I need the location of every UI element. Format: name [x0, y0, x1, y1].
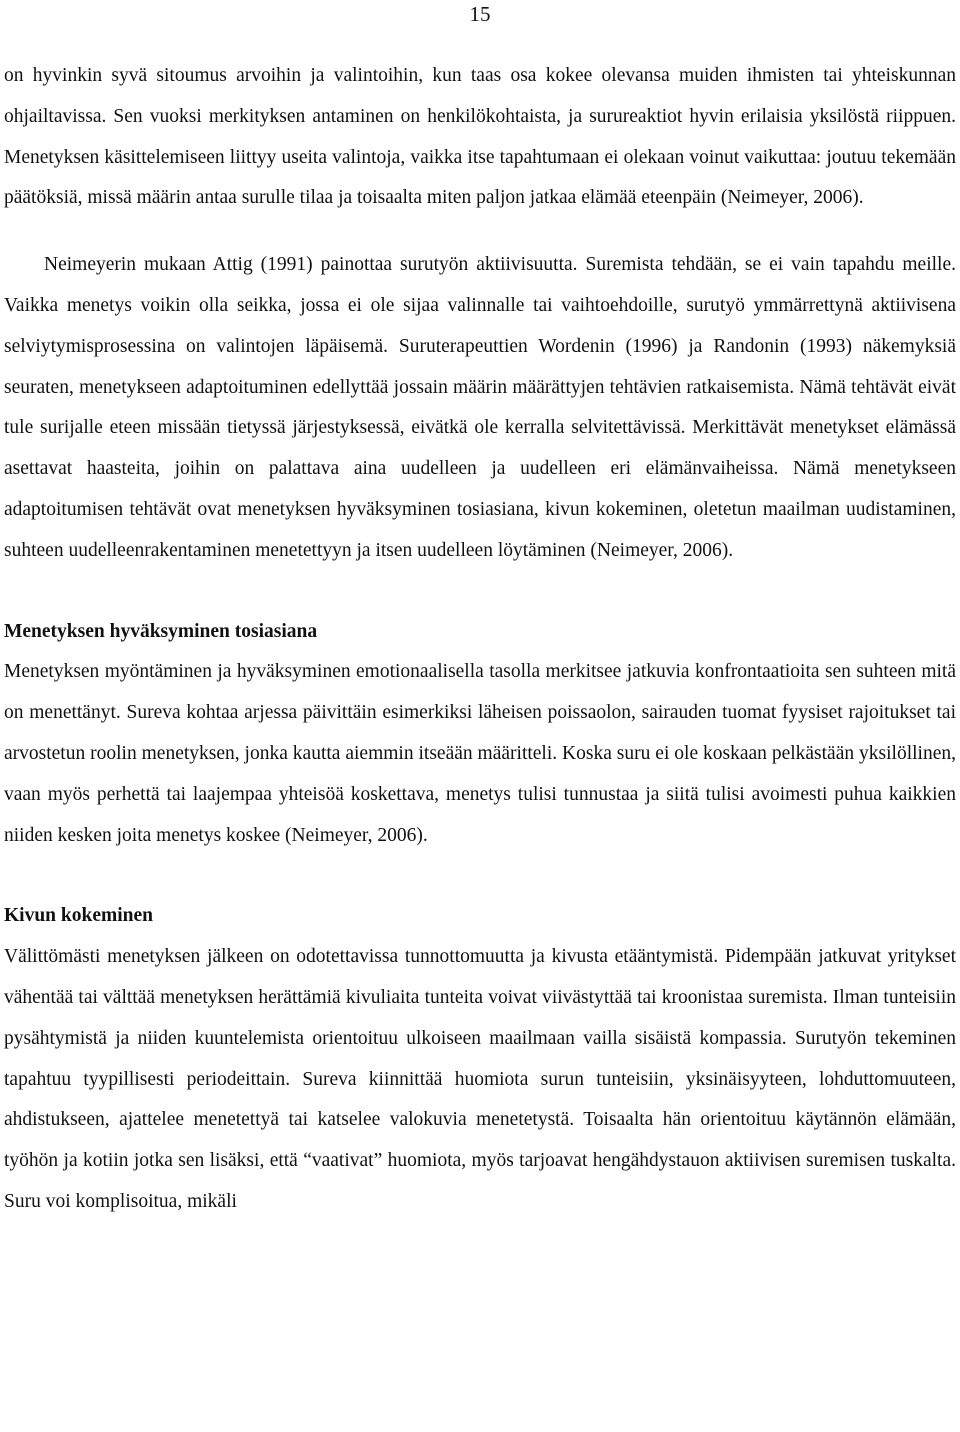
section-spacer: [4, 856, 956, 896]
paragraph-attig: Neimeyerin mukaan Attig (1991) painottaa surutyön aktiivisuutta. Suremista tehdään, se ei vain tapahdu meille. Vaikka menetys voikin olla seikka, jossa ei ole sijaa valinnalle tai vaihtoehdoille, surutyö ymmärrettynä aktiivisena selviytymisprosessina on valintojen läpäisemä. Suruterapeuttien Wordenin (1996) ja Randonin (1993) näkemyksiä seuraten, menetykseen adaptoituminen edellyttää jossain määrin määrättyjen tehtävien ratkaisemista. Nämä tehtävät eivät tule surijalle eteen missään tietyssä järjestyksessä, eivätkä ole kerralla selvitettävissä. Merkittävät menetykset elämässä asettavat haasteita, joihin on palattava aina uudelleen ja uudelleen eri elämänvaiheissa. Nämä menetykseen adaptoitumisen tehtävät ovat menetyksen hyväksyminen tosiasiana, kivun kokeminen, oletetun maailman uudistaminen, suhteen uudelleenrakentaminen menetettyyn ja itsen uudelleen löytäminen (Neimeyer, 2006).: [4, 254, 956, 561]
page-number: 15: [469, 2, 491, 26]
document-body: [4, 56, 956, 1223]
paragraph-acceptance: Menetyksen myöntäminen ja hyväksyminen emotionaalisella tasolla merkitsee jatkuvia konfrontaatioita sen suhteen mitä on menettänyt. Sureva kohtaa arjessa päivittäin esimerkiksi läheisen poissaolon, sairauden tuomat fyysiset rajoitukset tai arvostetun roolin menetyksen, jonka kautta aiemmin itseään määritteli. Koska suru ei ole koskaan pelkästään yksilöllinen, vaan myös perhettä tai laajempaa yhteisöä koskettava, menetys tulisi tunnustaa ja siitä tulisi avoimesti puhua kaikkien niiden kesken joita menetys koskee (Neimeyer, 2006).: [4, 661, 956, 846]
paragraph-pain: Välittömästi menetyksen jälkeen on odotettavissa tunnottomuutta ja kivusta etääntymistä. Pidempään jatkuvat yritykset vähentää tai välttää menetyksen herättämiä kivuliaita tunteita voivat viivästyttää tai kroonistaa suremista. Ilman tunteisiin pysähtymistä ja niiden kuuntelemista orientoituu ulkoiseen maailmaan vailla sisäistä kompassia. Surutyön tekeminen tapahtuu tyypillisesti periodeittain. Sureva kiinnittää huomiota surun tunteisiin, yksinäisyyteen, lohduttomuuteen, ahdistukseen, ajattelee menetettyä tai katselee valokuvia menetetystä. Toisaalta hän orientoituu käytännön elämään, työhön ja kotiin jotka sen lisäksi, että “vaativat” huomiota, myös tarjoavat hengähdystauon aktiivisen suremisen tuskalta. Suru voi komplisoitua, mikäli: [4, 946, 956, 1212]
section-spacer: [4, 572, 956, 612]
paragraph-continuation: on hyvinkin syvä sitoumus arvoihin ja valintoihin, kun taas osa kokee olevansa muiden ihmisten tai yhteiskunnan ohjailtavissa. Sen vuoksi merkityksen antaminen on henkilökohtaista, ja surureaktiot hyvin erilaisia yksilöstä riippuen. Menetyksen käsittelemiseen liittyy useita valintoja, vaikka itse tapahtumaan ei olekaan voinut vaikuttaa: joutuu tekemään päätöksiä, missä määrin antaa surulle tilaa ja toisaalta miten paljon jatkaa elämää eteenpäin (Neimeyer, 2006).: [4, 65, 956, 209]
section-heading-acceptance: Menetyksen hyväksyminen tosiasiana: [4, 620, 318, 642]
section-heading-pain: Kivun kokeminen: [4, 905, 154, 927]
paragraph-spacer: [4, 219, 956, 245]
